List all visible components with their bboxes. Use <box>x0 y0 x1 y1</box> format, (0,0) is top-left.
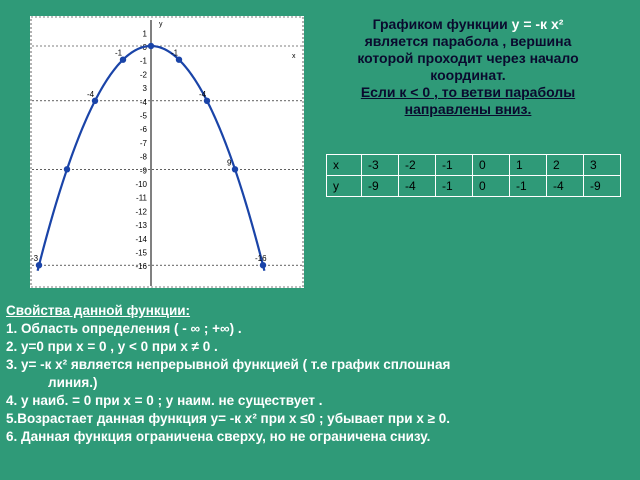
parabola-plot <box>30 16 304 288</box>
table-cell: -2 <box>399 155 436 176</box>
heading-line-4: координат. <box>430 67 506 83</box>
table-row-y <box>327 176 621 197</box>
heading-line-3: которой проходит через начало <box>357 50 579 66</box>
property-item: 6. Данная функция ограничена сверху, но не ограничена снизу. <box>6 429 431 444</box>
point-label: -1 <box>115 48 123 58</box>
y-tick-label: 0 <box>142 43 147 52</box>
y-tick-label: -13 <box>135 221 147 231</box>
heading-block <box>318 16 618 118</box>
y-tick-label: -5 <box>139 111 147 121</box>
y-axis-label: y <box>159 21 163 28</box>
y-tick-label: -12 <box>135 207 147 217</box>
table-cell: -1 <box>436 155 473 176</box>
y-tick-label: -8 <box>139 152 147 162</box>
y-tick-label: -9 <box>139 166 147 176</box>
parabola-graph <box>30 16 304 288</box>
y-tick-label: -4 <box>139 97 147 107</box>
table-cell: 2 <box>547 155 584 176</box>
y-tick-label: -14 <box>135 234 147 244</box>
table-cell: 3 <box>584 155 621 176</box>
table-cell: 0 <box>473 176 510 197</box>
y-tick-label: -11 <box>136 193 147 203</box>
y-tick-label: -6 <box>139 125 147 135</box>
table-cell: -1 <box>510 176 547 197</box>
heading-line-1 <box>318 16 618 33</box>
property-item: 2. у=0 при х = 0 , у < 0 при х ≠ 0 . <box>6 339 218 354</box>
table-cell: x <box>327 155 362 176</box>
heading-line-2: является парабола , вершина <box>364 33 572 49</box>
y-tick-label: -10 <box>135 180 147 189</box>
property-item: 1. Область определения ( - ∞ ; +∞) . <box>6 321 242 336</box>
table-cell: -4 <box>399 176 436 197</box>
y-tick-label: -1 <box>139 56 147 66</box>
heading-line-5: Если к < 0 , то ветви параболы <box>360 84 576 100</box>
graph-frame <box>31 17 303 287</box>
graph-point <box>148 43 154 49</box>
heading-formula: y = -к x² <box>511 16 564 32</box>
y-tick-label: -15 <box>135 248 147 258</box>
property-item: 5.Возрастает данная функция у= -к х² при х ≤0 ; убывает при х ≥ 0. <box>6 411 451 426</box>
table-cell: 0 <box>473 155 510 176</box>
y-tick-label: 3 <box>142 84 147 94</box>
point-label: -4 <box>199 89 207 99</box>
properties-block <box>6 302 634 446</box>
table-cell: -4 <box>547 176 584 197</box>
table-cell: -9 <box>584 176 621 197</box>
table-cell: -1 <box>436 176 473 197</box>
heading-line-1-text: Графиком функции <box>372 16 512 32</box>
y-tick-label: -7 <box>139 138 147 148</box>
x-axis-label: x <box>292 53 296 60</box>
y-tick-label: -16 <box>135 262 147 272</box>
table-cell: у <box>327 176 362 197</box>
y-tick-label: 1 <box>142 29 147 39</box>
table-cell: 1 <box>510 155 547 176</box>
table-cell: -9 <box>362 176 399 197</box>
graph-point <box>64 166 70 172</box>
point-label: 9 <box>227 158 232 168</box>
heading-line-6: направлены вниз. <box>404 101 532 117</box>
table-cell: -3 <box>362 155 399 176</box>
graph-point <box>232 166 238 172</box>
table-row-x <box>327 155 621 176</box>
point-label: -16 <box>255 254 267 264</box>
properties-title: Свойства данной функции: <box>6 303 191 318</box>
property-item: линия.) <box>48 375 98 390</box>
point-label: -4 <box>87 89 95 99</box>
values-table <box>326 154 621 197</box>
y-tick-label: -2 <box>139 70 147 80</box>
point-label: -1 <box>171 48 179 58</box>
point-label: -3 <box>31 254 39 264</box>
property-item: 3. у= -к х² является непрерывной функцией ( т.е график сплошная <box>6 357 451 372</box>
property-item: 4. у наиб. = 0 при х = 0 ; у наим. не существует . <box>6 393 323 408</box>
